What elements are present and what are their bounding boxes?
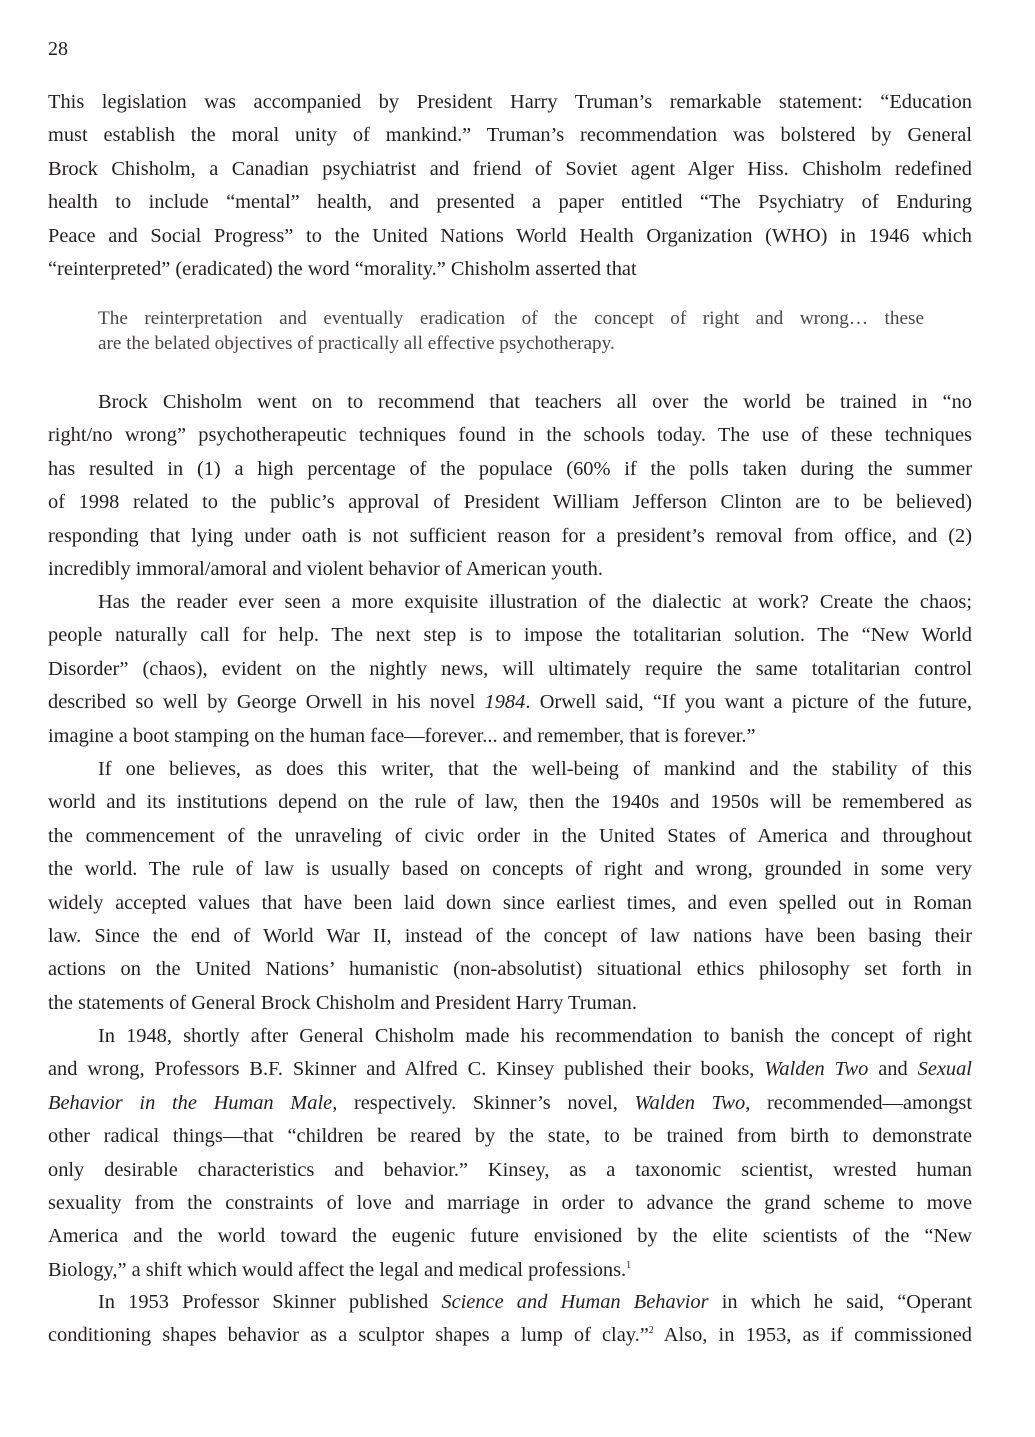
- paragraph-4: [48, 753, 972, 1020]
- text-line: Peace and Social Progress” to the United Nations World Health Organization (WHO) in 1946 which: [48, 224, 972, 247]
- footnote-reference[interactable]: 1: [626, 1259, 632, 1271]
- book-title-sexual-behavior: Sexual: [917, 1058, 972, 1081]
- text-line: Brock Chisholm, a Canadian psychiatrist and friend of Soviet agent Alger Hiss. Chisholm redefined: [48, 157, 972, 180]
- text-segment: , respectively. Skinner’s novel,: [332, 1091, 635, 1114]
- text-line: widely accepted values that have been laid down since earliest times, and even spelled out in Roman: [48, 891, 972, 914]
- book-title-walden-two: Walden Two: [634, 1091, 746, 1114]
- footnote-reference[interactable]: 2: [648, 1325, 654, 1337]
- text-line: law. Since the end of World War II, instead of the concept of law nations have been basing their: [48, 924, 972, 947]
- text-segment: and: [868, 1058, 918, 1081]
- text-line: the world. The rule of law is usually based on concepts of right and wrong, grounded in some very: [48, 858, 972, 881]
- paragraph-1: [48, 86, 972, 286]
- text-line: If one believes, as does this writer, that the well-being of mankind and the stability of this: [98, 758, 972, 780]
- text-line: Disorder” (chaos), evident on the nightly news, will ultimately require the same totalitarian control: [48, 657, 972, 680]
- text-segment: described so well by George Orwell in his novel: [48, 691, 485, 714]
- text-line: the statements of General Brock Chisholm and President Harry Truman.: [48, 991, 637, 1014]
- text-line: people naturally call for help. The next step is to impose the totalitarian solution. The “New World: [48, 624, 972, 647]
- text-line: other radical things—that “children be reared by the state, to be trained from birth to demonstrate: [48, 1125, 972, 1148]
- text-line: responding that lying under oath is not sufficient reason for a president’s removal from office, and (2): [48, 524, 972, 547]
- text-line: “reinterpreted” (eradicated) the word “morality.” Chisholm asserted that: [48, 257, 637, 280]
- text-line: of 1998 related to the public’s approval of President William Jefferson Clinton are to be believed): [48, 491, 972, 514]
- text-line: actions on the United Nations’ humanistic (non-absolutist) situational ethics philosophy set forth in: [48, 958, 972, 981]
- text-line: health to include “mental” health, and presented a paper entitled “The Psychiatry of Enduring: [48, 191, 972, 214]
- text-segment: conditioning shapes behavior as a sculptor shapes a lump of clay.”: [48, 1324, 649, 1347]
- book-title-sexual-behavior-cont: Behavior in the Human Male: [48, 1091, 333, 1114]
- text-segment: Biology,” a shift which would affect the legal and medical professions.: [48, 1258, 627, 1281]
- text-line: the commencement of the unraveling of civic order in the United States of America and throughout: [48, 824, 972, 847]
- page-number: 28: [48, 38, 68, 60]
- text-line: sexuality from the constraints of love and marriage in order to advance the grand scheme to move: [48, 1191, 972, 1214]
- text-line: [48, 686, 972, 719]
- text-line: [48, 1087, 972, 1120]
- text-line: Has the reader ever seen a more exquisite illustration of the dialectic at work? Create the chaos;: [98, 591, 972, 613]
- text-line: right/no wrong” psychotherapeutic techniques found in the schools today. The use of these techniques: [48, 424, 972, 447]
- text-line: [48, 1254, 972, 1287]
- paragraph-5: [48, 1020, 972, 1287]
- text-segment: and wrong, Professors B.F. Skinner and Alfred C. Kinsey published their books,: [48, 1058, 765, 1081]
- text-line: America and the world toward the eugenic future envisioned by the elite scientists of the “New: [48, 1225, 972, 1248]
- block-quote: [98, 306, 924, 356]
- text-segment: , recommended—amongst: [745, 1091, 972, 1114]
- text-segment: in which he said, “Operant: [708, 1291, 972, 1313]
- quote-line: The reinterpretation and eventually eradication of the concept of right and wrong… these: [98, 308, 924, 329]
- paragraph-2: [48, 386, 972, 586]
- text-line: has resulted in (1) a high percentage of the populace (60% if the polls taken during the summer: [48, 457, 972, 480]
- paragraph-3: [48, 586, 972, 753]
- book-title-science-human-behavior: Science and Human Behavior: [441, 1291, 709, 1313]
- book-title-walden-two: Walden Two: [764, 1058, 869, 1081]
- quote-line: are the belated objectives of practically all effective psychotherapy.: [98, 333, 615, 354]
- text-line: [48, 1286, 972, 1319]
- text-line: only desirable characteristics and behavior.” Kinsey, as a taxonomic scientist, wrested human: [48, 1158, 972, 1181]
- text-line: [48, 1319, 972, 1352]
- paragraph-6: [48, 1286, 972, 1353]
- text-line: In 1948, shortly after General Chisholm made his recommendation to banish the concept of right: [98, 1025, 972, 1047]
- text-segment: Also, in 1953, as if commissioned: [653, 1324, 972, 1347]
- text-line: imagine a boot stamping on the human face—forever... and remember, that is forever.”: [48, 724, 756, 747]
- text-line: must establish the moral unity of mankind.” Truman’s recommendation was bolstered by General: [48, 124, 972, 147]
- text-line: Brock Chisholm went on to recommend that teachers all over the world be trained in “no: [98, 391, 972, 413]
- text-segment: . Orwell said, “If you want a picture of the future,: [525, 691, 972, 714]
- text-line: This legislation was accompanied by President Harry Truman’s remarkable statement: “Education: [48, 91, 972, 113]
- text-line: world and its institutions depend on the rule of law, then the 1940s and 1950s will be remembered as: [48, 791, 972, 814]
- text-segment: In 1953 Professor Skinner published: [98, 1291, 442, 1313]
- book-title-1984: 1984: [484, 691, 526, 714]
- text-line: incredibly immoral/amoral and violent behavior of American youth.: [48, 557, 603, 580]
- text-line: [48, 1053, 972, 1086]
